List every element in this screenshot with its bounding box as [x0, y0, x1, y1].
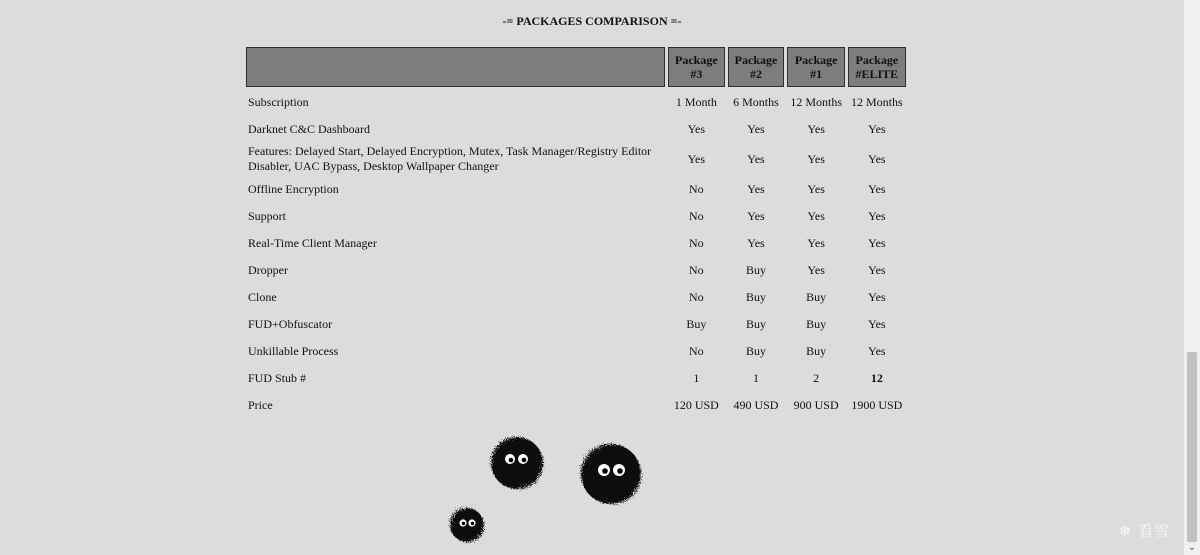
row-value-cell: Yes: [807, 151, 825, 166]
column-header-line1: Package: [794, 53, 838, 67]
column-header-package-3: [668, 47, 725, 87]
row-value-cell: Yes: [807, 235, 825, 250]
row-value-cell: No: [688, 343, 704, 358]
row-value-cell: Yes: [687, 121, 706, 136]
row-label: Clone: [248, 289, 277, 304]
row-value-cell: Yes: [868, 262, 886, 277]
table-row: [246, 366, 906, 390]
row-value-cell: Yes: [868, 235, 886, 250]
row-value-cell: 12 Months: [851, 94, 903, 109]
row-value-cell: 900 USD: [793, 397, 839, 412]
row-value-cell: 490 USD: [733, 397, 779, 412]
row-value-cell: No: [688, 289, 704, 304]
scrollbar-thumb[interactable]: [1187, 352, 1197, 542]
header-blank-cell: [246, 47, 665, 87]
row-value-cell: 1: [752, 370, 759, 385]
row-value-cell: Yes: [868, 181, 886, 196]
row-value-cell: Yes: [807, 181, 825, 196]
row-value-cell: Yes: [807, 262, 825, 277]
row-value-cell: Buy: [806, 316, 827, 331]
column-header-line1: Package: [734, 53, 778, 67]
row-value-cell: Yes: [868, 151, 886, 166]
row-value-cell: Yes: [868, 121, 886, 136]
row-value-cell: Buy: [745, 262, 766, 277]
column-header-package-1: [787, 47, 845, 87]
row-value-cell: Yes: [747, 208, 765, 223]
row-value-cell: Buy: [806, 343, 827, 358]
row-value-cell: Yes: [868, 289, 886, 304]
row-value-cell: Buy: [745, 343, 766, 358]
row-value-cell: 2: [813, 370, 820, 385]
row-value-cell: 1900 USD: [851, 397, 903, 412]
row-value-cell: 1 Month: [675, 94, 717, 109]
column-header-line1: Package: [675, 53, 718, 67]
column-header-package-2: [728, 47, 785, 87]
row-label: Darknet C&C Dashboard: [248, 121, 370, 136]
row-value-cell: No: [688, 262, 704, 277]
snowflake-icon: ❄: [1118, 522, 1133, 540]
row-value-cell: Yes: [807, 208, 825, 223]
row-value-cell: 120 USD: [673, 397, 719, 412]
watermark-logo: [1119, 520, 1170, 541]
page-title: -= PACKAGES COMPARISON =-: [502, 14, 682, 28]
row-value-cell: Buy: [745, 316, 766, 331]
row-value-cell: Yes: [687, 151, 706, 166]
row-label: Real-Time Client Manager: [248, 235, 377, 250]
watermark-text: 看雪: [1137, 522, 1170, 540]
row-value-cell: No: [688, 208, 704, 223]
row-value-cell: 6 Months: [733, 94, 779, 109]
table-row: [246, 312, 906, 336]
row-value-cell: Yes: [868, 208, 886, 223]
column-header-line2: #1: [810, 67, 823, 81]
row-value-cell: Yes: [747, 235, 765, 250]
row-value-cell: 12 Months: [790, 94, 842, 109]
column-header-line1: Package: [855, 53, 899, 67]
table-row: [246, 204, 906, 228]
column-header-line2: #3: [690, 67, 703, 81]
row-value-cell: Yes: [747, 121, 765, 136]
row-value-cell: No: [688, 235, 704, 250]
table-row: [246, 258, 906, 282]
row-label: Price: [248, 397, 273, 412]
row-label: Support: [248, 208, 287, 223]
table-header-row: [246, 47, 906, 87]
soot-sprite-small: [450, 508, 484, 542]
row-label: Dropper: [248, 262, 288, 277]
column-header-package-elite: [848, 47, 906, 87]
row-label: FUD Stub #: [248, 370, 307, 385]
row-label: Unkillable Process: [248, 343, 339, 358]
row-value-cell: Yes: [868, 316, 886, 331]
scroll-down-arrow-icon[interactable]: ⌄: [1187, 542, 1197, 553]
table-row: [246, 231, 906, 255]
row-value-cell: Buy: [806, 289, 827, 304]
table-row: [246, 339, 906, 363]
row-label: Subscription: [248, 94, 309, 109]
soot-sprite-large: [581, 444, 641, 504]
column-header-line2: #ELITE: [855, 67, 899, 81]
table-row: [246, 117, 906, 141]
table-row: [246, 144, 906, 174]
soot-sprite-medium: [491, 437, 543, 489]
row-value-cell: No: [688, 181, 704, 196]
row-value-cell: Buy: [686, 316, 707, 331]
row-value-cell: 12: [870, 370, 883, 385]
vertical-scrollbar[interactable]: [1184, 0, 1200, 555]
row-label: Offline Encryption: [248, 181, 339, 196]
row-value-cell: 1: [693, 370, 700, 385]
row-label: Features: Delayed Start, Delayed Encryption, Mutex, Task Manager/Registry Editor Disabler, UAC Bypass, Desktop Wallpaper Changer: [248, 144, 652, 173]
table-row: [246, 90, 906, 114]
row-value-cell: Yes: [807, 121, 825, 136]
table-row: [246, 177, 906, 201]
row-value-cell: Yes: [747, 181, 765, 196]
table-row: [246, 285, 906, 309]
table-row: [246, 393, 906, 417]
row-value-cell: Buy: [745, 289, 766, 304]
column-header-line2: #2: [749, 67, 762, 81]
row-label: FUD+Obfuscator: [248, 316, 333, 331]
row-value-cell: Yes: [747, 151, 765, 166]
packages-comparison-table: [243, 44, 909, 420]
row-value-cell: Yes: [868, 343, 886, 358]
